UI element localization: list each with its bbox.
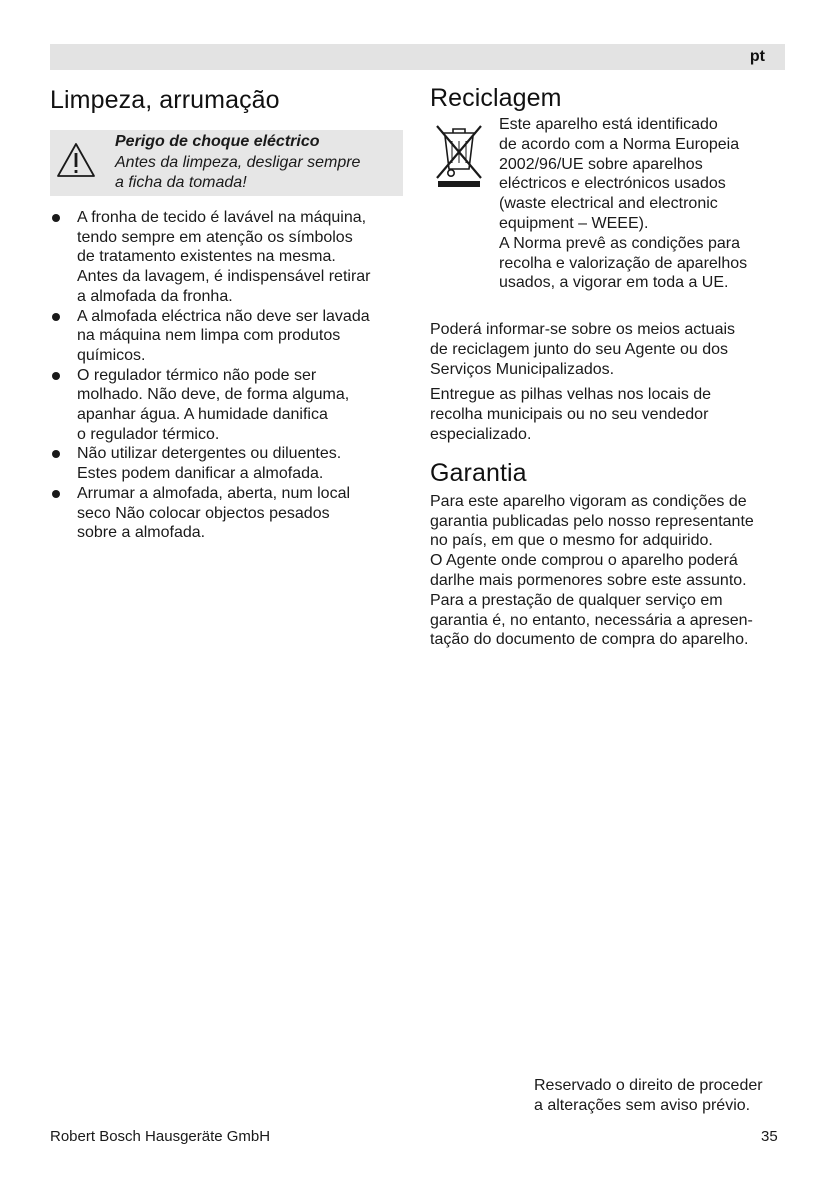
list-item (50, 484, 402, 543)
list-item-line: na máquina nem limpa com produtos (77, 327, 341, 345)
text-line: Para a prestação de qualquer serviço em (430, 591, 723, 609)
text-line: 2002/96/UE sobre aparelhos (499, 155, 703, 173)
text-line: Reservado o direito de proceder (534, 1077, 763, 1094)
warning-line: Antes da limpeza, desligar sempre (115, 154, 361, 171)
list-item-line: Não utilizar detergentes ou diluentes. (77, 445, 342, 463)
text-line: Para este aparelho vigoram as condições de (430, 492, 747, 510)
list-item-line: de tratamento existentes na mesma. (77, 248, 336, 266)
list-item-line: Antes da lavagem, é indispensável retirar (77, 268, 371, 286)
text-line: tação do documento de compra do aparelho. (430, 631, 749, 649)
recycling-info-paragraph (430, 320, 790, 379)
cleaning-title: Limpeza, arrumação (50, 86, 280, 114)
list-item (50, 366, 402, 445)
text-line: Entregue as pilhas velhas nos locais de (430, 386, 712, 404)
list-item-line: o regulador térmico. (77, 425, 220, 443)
list-item (50, 307, 402, 366)
recycling-text (499, 115, 799, 293)
warning-box (50, 130, 403, 196)
list-item (50, 444, 402, 483)
recycling-guarantee-section (430, 84, 790, 650)
list-item-line: sobre a almofada. (77, 524, 206, 542)
batteries-paragraph (430, 385, 790, 444)
list-item-line: apanhar água. A humidade danifica (77, 406, 328, 424)
cleaning-section (50, 84, 402, 543)
recycling-title: Reciclagem (430, 84, 562, 112)
header-bar (50, 44, 785, 70)
text-line: Este aparelho está identificado (499, 116, 718, 133)
text-line: especializado. (430, 425, 532, 443)
guarantee-title: Garantia (430, 458, 527, 487)
text-line: Poderá informar-se sobre os meios actuais (430, 321, 736, 338)
list-item-line: Arrumar a almofada, aberta, num local (77, 484, 351, 502)
guarantee-paragraph (430, 492, 790, 650)
list-item-line: molhado. Não deve, de forma alguma, (77, 386, 350, 404)
text-line: garantia é, no entanto, necessária a apresen- (430, 611, 753, 629)
company-name: Robert Bosch Hausgeräte GmbH (50, 1128, 271, 1145)
text-line: O Agente onde comprou o aparelho poderá (430, 552, 738, 570)
text-line: recolha municipais ou no seu vendedor (430, 406, 709, 424)
text-line: de reciclagem junto do seu Agente ou dos (430, 340, 728, 358)
text-line: de acordo com a Norma Europeia (499, 135, 740, 153)
text-line: Serviços Municipalizados. (430, 360, 615, 378)
list-item-line: A fronha de tecido é lavável na máquina, (77, 209, 367, 226)
list-item-line: tendo sempre em atenção os símbolos (77, 228, 353, 246)
text-line: darlhe mais pormenores sobre este assunto. (430, 571, 747, 589)
bullet-icon (52, 214, 60, 222)
cleaning-list (50, 208, 402, 543)
text-line: equipment – WEEE). (499, 214, 649, 232)
list-item-line: Estes podem danificar a almofada. (77, 465, 324, 483)
warning-line: a ficha da tomada! (115, 174, 247, 191)
recycling-block (430, 115, 790, 310)
text-line: garantia publicadas pelo nosso representante (430, 512, 754, 530)
list-item-line: A almofada eléctrica não deve ser lavada (77, 307, 370, 325)
crossed-out-wheelie-bin-icon (434, 123, 484, 189)
list-item (50, 208, 402, 307)
list-item-line: químicos. (77, 346, 146, 364)
text-line: eléctricos e electrónicos usados (499, 175, 726, 193)
list-item-line: a almofada da fronha. (77, 287, 233, 305)
list-item-line: seco Não colocar objectos pesados (77, 504, 330, 522)
text-line: A Norma prevê as condições para (499, 234, 741, 252)
bullet-icon (52, 313, 60, 321)
text-line: no país, em que o mesmo for adquirido. (430, 532, 713, 550)
language-code: pt (749, 48, 765, 65)
page-number: 35 (761, 1128, 778, 1145)
text-line: recolha e valorização de aparelhos (499, 254, 748, 272)
bullet-icon (52, 372, 60, 380)
footer-note (534, 1076, 794, 1115)
text-line: usados, a vigorar em toda a UE. (499, 274, 729, 292)
text-line: (waste electrical and electronic (499, 195, 718, 213)
warning-text (115, 153, 395, 193)
warning-title: Perigo de choque eléctrico (115, 133, 320, 150)
text-line: a alterações sem aviso prévio. (534, 1096, 751, 1114)
list-item-line: O regulador térmico não pode ser (77, 366, 317, 384)
warning-triangle-icon (56, 142, 96, 178)
bullet-icon (52, 490, 60, 498)
bullet-icon (52, 450, 60, 458)
